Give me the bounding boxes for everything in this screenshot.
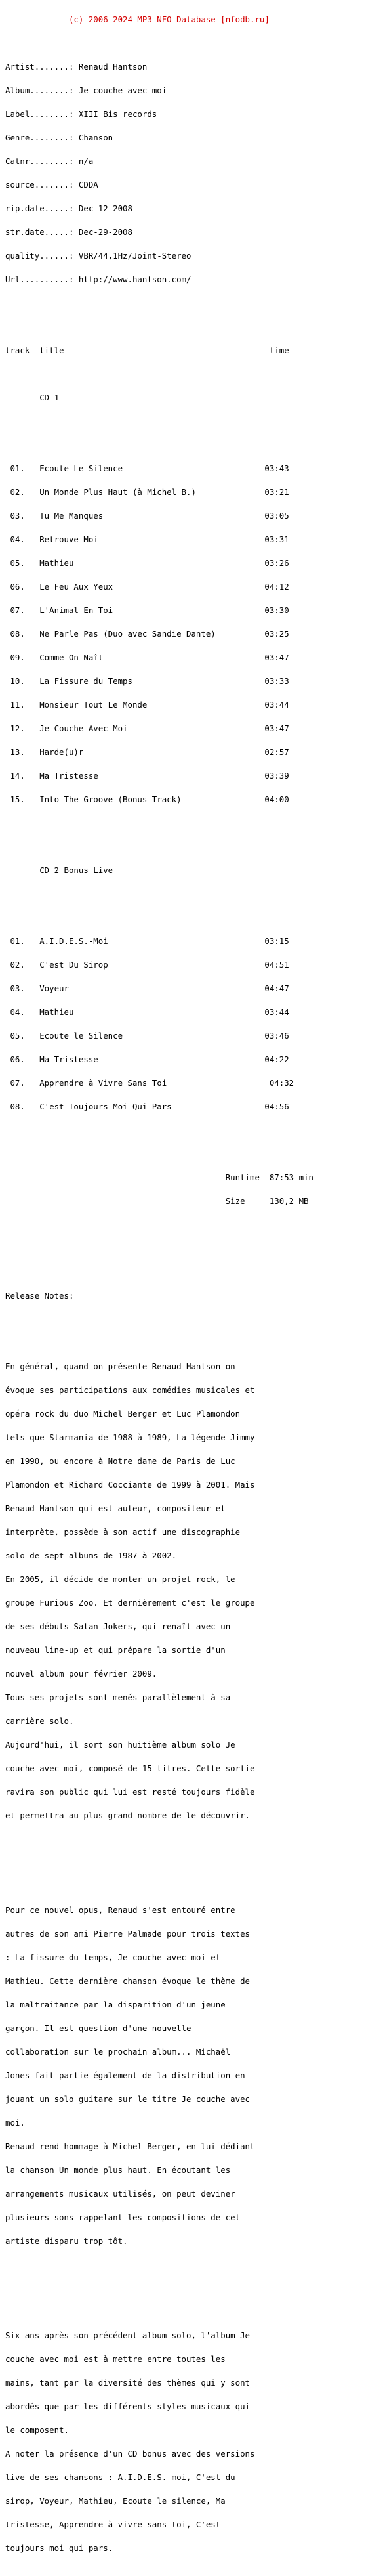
spacer <box>5 323 379 331</box>
nfo-document <box>5 0 379 2576</box>
track-row: 03. Voyeur 04:47 <box>5 983 289 993</box>
spacer <box>5 2285 379 2292</box>
track-row: 10. La Fissure du Temps 03:33 <box>5 676 289 686</box>
notes-line: autres de son ami Pierre Palmade pour trois textes <box>5 1929 250 1939</box>
runtime: Runtime 87:53 min <box>5 1172 313 1182</box>
notes-line: Mathieu. Cette dernière chanson évoque le thème de <box>5 1976 250 1986</box>
notes-line: artiste disparu trop tôt. <box>5 2236 128 2246</box>
notes-line: évoque ses participations aux comédies musicales et <box>5 1385 255 1395</box>
notes-line: Renaud rend hommage à Michel Berger, en lui dédiant <box>5 2141 255 2151</box>
notes-line: carrière solo. <box>5 1716 74 1726</box>
release-notes-label: Release Notes: <box>5 1291 74 1300</box>
notes-line: Aujourd'hui, il sort son huitième album solo Je <box>5 1740 235 1750</box>
track-row: 07. L'Animal En Toi 03:30 <box>5 605 289 615</box>
info-source: source.......: CDDA <box>5 180 98 190</box>
notes-line: ravira son public qui lui est resté toujours fidèle <box>5 1787 255 1797</box>
track-row: 02. C'est Du Sirop 04:51 <box>5 960 289 970</box>
notes-line: A noter la présence d'un CD bonus avec des versions <box>5 2449 255 2458</box>
notes-line: arrangements musicaux utilisés, on peut deviner <box>5 2189 235 2199</box>
notes-line: opéra rock du duo Michel Berger et Luc Plamondon <box>5 1409 241 1419</box>
track-row: 12. Je Couche Avec Moi 03:47 <box>5 723 289 733</box>
track-row: 03. Tu Me Manques 03:05 <box>5 511 289 521</box>
track-row: 04. Mathieu 03:44 <box>5 1007 289 1017</box>
track-row: 08. Ne Parle Pas (Duo avec Sandie Dante) 03:25 <box>5 629 289 639</box>
notes-line: live de ses chansons : A.I.D.E.S.-moi, C'est du <box>5 2472 235 2482</box>
nfodb-header: (c) 2006-2024 MP3 NFO Database [nfodb.ru] <box>5 14 270 24</box>
track-row: 08. C'est Toujours Moi Qui Pars 04:56 <box>5 1102 289 1111</box>
notes-line: abordés que par les différents styles musicaux qui <box>5 2401 250 2411</box>
notes-line: couche avec moi, composé de 15 titres. Cette sortie <box>5 1763 255 1773</box>
spacer <box>5 890 379 898</box>
notes-line: Renaud Hantson qui est auteur, compositeur et <box>5 1503 226 1513</box>
notes-line: et permettra au plus grand nombre de le découvrir. <box>5 1811 250 1820</box>
size: Size 130,2 MB <box>5 1196 309 1206</box>
track-row: 15. Into The Groove (Bonus Track) 04:00 <box>5 794 289 804</box>
info-str-date: str.date.....: Dec-29-2008 <box>5 227 132 237</box>
info-album: Album........: Je couche avec moi <box>5 85 167 95</box>
notes-line: groupe Furious Zoo. Et dernièrement c'est le groupe <box>5 1598 255 1608</box>
track-row: 06. Le Feu Aux Yeux 04:12 <box>5 582 289 591</box>
track-row: 11. Monsieur Tout Le Monde 03:44 <box>5 700 289 710</box>
track-row: 09. Comme On Naît 03:47 <box>5 653 289 662</box>
notes-line: mains, tant par la diversité des thèmes qui y sont <box>5 2378 250 2388</box>
info-label: Label........: XIII Bis records <box>5 109 157 119</box>
spacer <box>5 1859 379 1867</box>
info-catnr: Catnr........: n/a <box>5 156 94 166</box>
notes-line: le composent. <box>5 2425 69 2435</box>
notes-line: Tous ses projets sont menés parallèlement à sa <box>5 1692 231 1702</box>
track-row: 14. Ma Tristesse 03:39 <box>5 771 289 781</box>
notes-line: toujours moi qui pars. <box>5 2543 113 2553</box>
track-row: 04. Retrouve-Moi 03:31 <box>5 534 289 544</box>
notes-line: tristesse, Apprendre à vivre sans toi, C'est <box>5 2520 221 2529</box>
spacer <box>5 418 379 425</box>
notes-line: nouveau line-up et qui prépare la sortie d'un <box>5 1645 226 1655</box>
spacer <box>5 1245 379 1253</box>
track-row: 05. Mathieu 03:26 <box>5 558 289 568</box>
spacer <box>5 1221 379 1229</box>
cd1-title: CD 1 <box>5 393 60 402</box>
notes-line: Jones fait partie également de la distribution en <box>5 2071 245 2080</box>
notes-line: garçon. Il est question d'une nouvelle <box>5 2023 192 2033</box>
notes-line: plusieurs sons rappelant les compositions de cet <box>5 2212 241 2222</box>
notes-line: de ses débuts Satan Jokers, qui renaît avec un <box>5 1621 231 1631</box>
track-row: 01. Ecoute Le Silence 03:43 <box>5 463 289 473</box>
notes-line: tels que Starmania de 1988 à 1989, La légende Jimmy <box>5 1432 255 1442</box>
track-row: 06. Ma Tristesse 04:22 <box>5 1054 289 1064</box>
notes-line: couche avec moi est à mettre entre toutes les <box>5 2354 226 2364</box>
notes-line: moi. <box>5 2118 25 2128</box>
spacer <box>5 370 379 378</box>
track-row: 07. Apprendre à Vivre Sans Toi 04:32 <box>5 1078 294 1088</box>
cd2-title: CD 2 Bonus Live <box>5 865 113 875</box>
notes-line: collaboration sur le prochain album... Michaël <box>5 2047 231 2057</box>
notes-line: nouvel album pour février 2009. <box>5 1669 157 1679</box>
notes-line: jouant un solo guitare sur le titre Je couche avec <box>5 2094 250 2104</box>
notes-line: en 1990, ou encore à Notre dame de Paris de Luc <box>5 1456 235 1466</box>
track-row: 13. Harde(u)r 02:57 <box>5 747 289 757</box>
track-row: 05. Ecoute le Silence 03:46 <box>5 1031 289 1041</box>
spacer <box>5 1150 379 1158</box>
cd2-tracklist <box>5 922 379 1127</box>
release-notes-paragraph-2 <box>5 1891 379 2261</box>
info-artist: Artist.......: Renaud Hantson <box>5 62 148 72</box>
info-url: Url..........: http://www.hantson.com/ <box>5 274 192 284</box>
release-info <box>5 47 379 299</box>
cd1-tracklist <box>5 449 379 819</box>
notes-line: la chanson Un monde plus haut. En écoutant les <box>5 2165 231 2175</box>
info-genre: Genre........: Chanson <box>5 133 113 142</box>
track-row: 01. A.I.D.E.S.-Moi 03:15 <box>5 936 289 946</box>
notes-line: sirop, Voyeur, Mathieu, Ecoute le silence, Ma <box>5 2496 226 2506</box>
release-notes-paragraph-1 <box>5 1347 379 1835</box>
info-rip-date: rip.date.....: Dec-12-2008 <box>5 204 132 213</box>
track-row: 02. Un Monde Plus Haut (à Michel B.) 03:21 <box>5 487 289 497</box>
notes-line: interprète, possède à son actif une discographie <box>5 1527 241 1537</box>
release-notes-paragraph-3 <box>5 2316 379 2568</box>
spacer <box>5 843 379 851</box>
spacer <box>5 1316 379 1323</box>
notes-line: solo de sept albums de 1987 à 2002. <box>5 1551 177 1560</box>
notes-line: Pour ce nouvel opus, Renaud s'est entouré entre <box>5 1905 235 1915</box>
tracklist-columns: track title time <box>5 345 289 355</box>
notes-line: la maltraitance par la disparition d'un jeune <box>5 2000 226 2009</box>
info-quality: quality......: VBR/44,1Hz/Joint-Stereo <box>5 251 192 261</box>
notes-line: Six ans après son précédent album solo, l'album Je <box>5 2330 250 2340</box>
notes-line: En général, quand on présente Renaud Hantson on <box>5 1362 235 1371</box>
notes-line: : La fissure du temps, Je couche avec moi et <box>5 1952 221 1962</box>
notes-line: En 2005, il décide de monter un projet rock, le <box>5 1574 235 1584</box>
notes-line: Plamondon et Richard Cocciante de 1999 à 2001. Mais <box>5 1480 255 1490</box>
spacer <box>5 1268 379 1276</box>
